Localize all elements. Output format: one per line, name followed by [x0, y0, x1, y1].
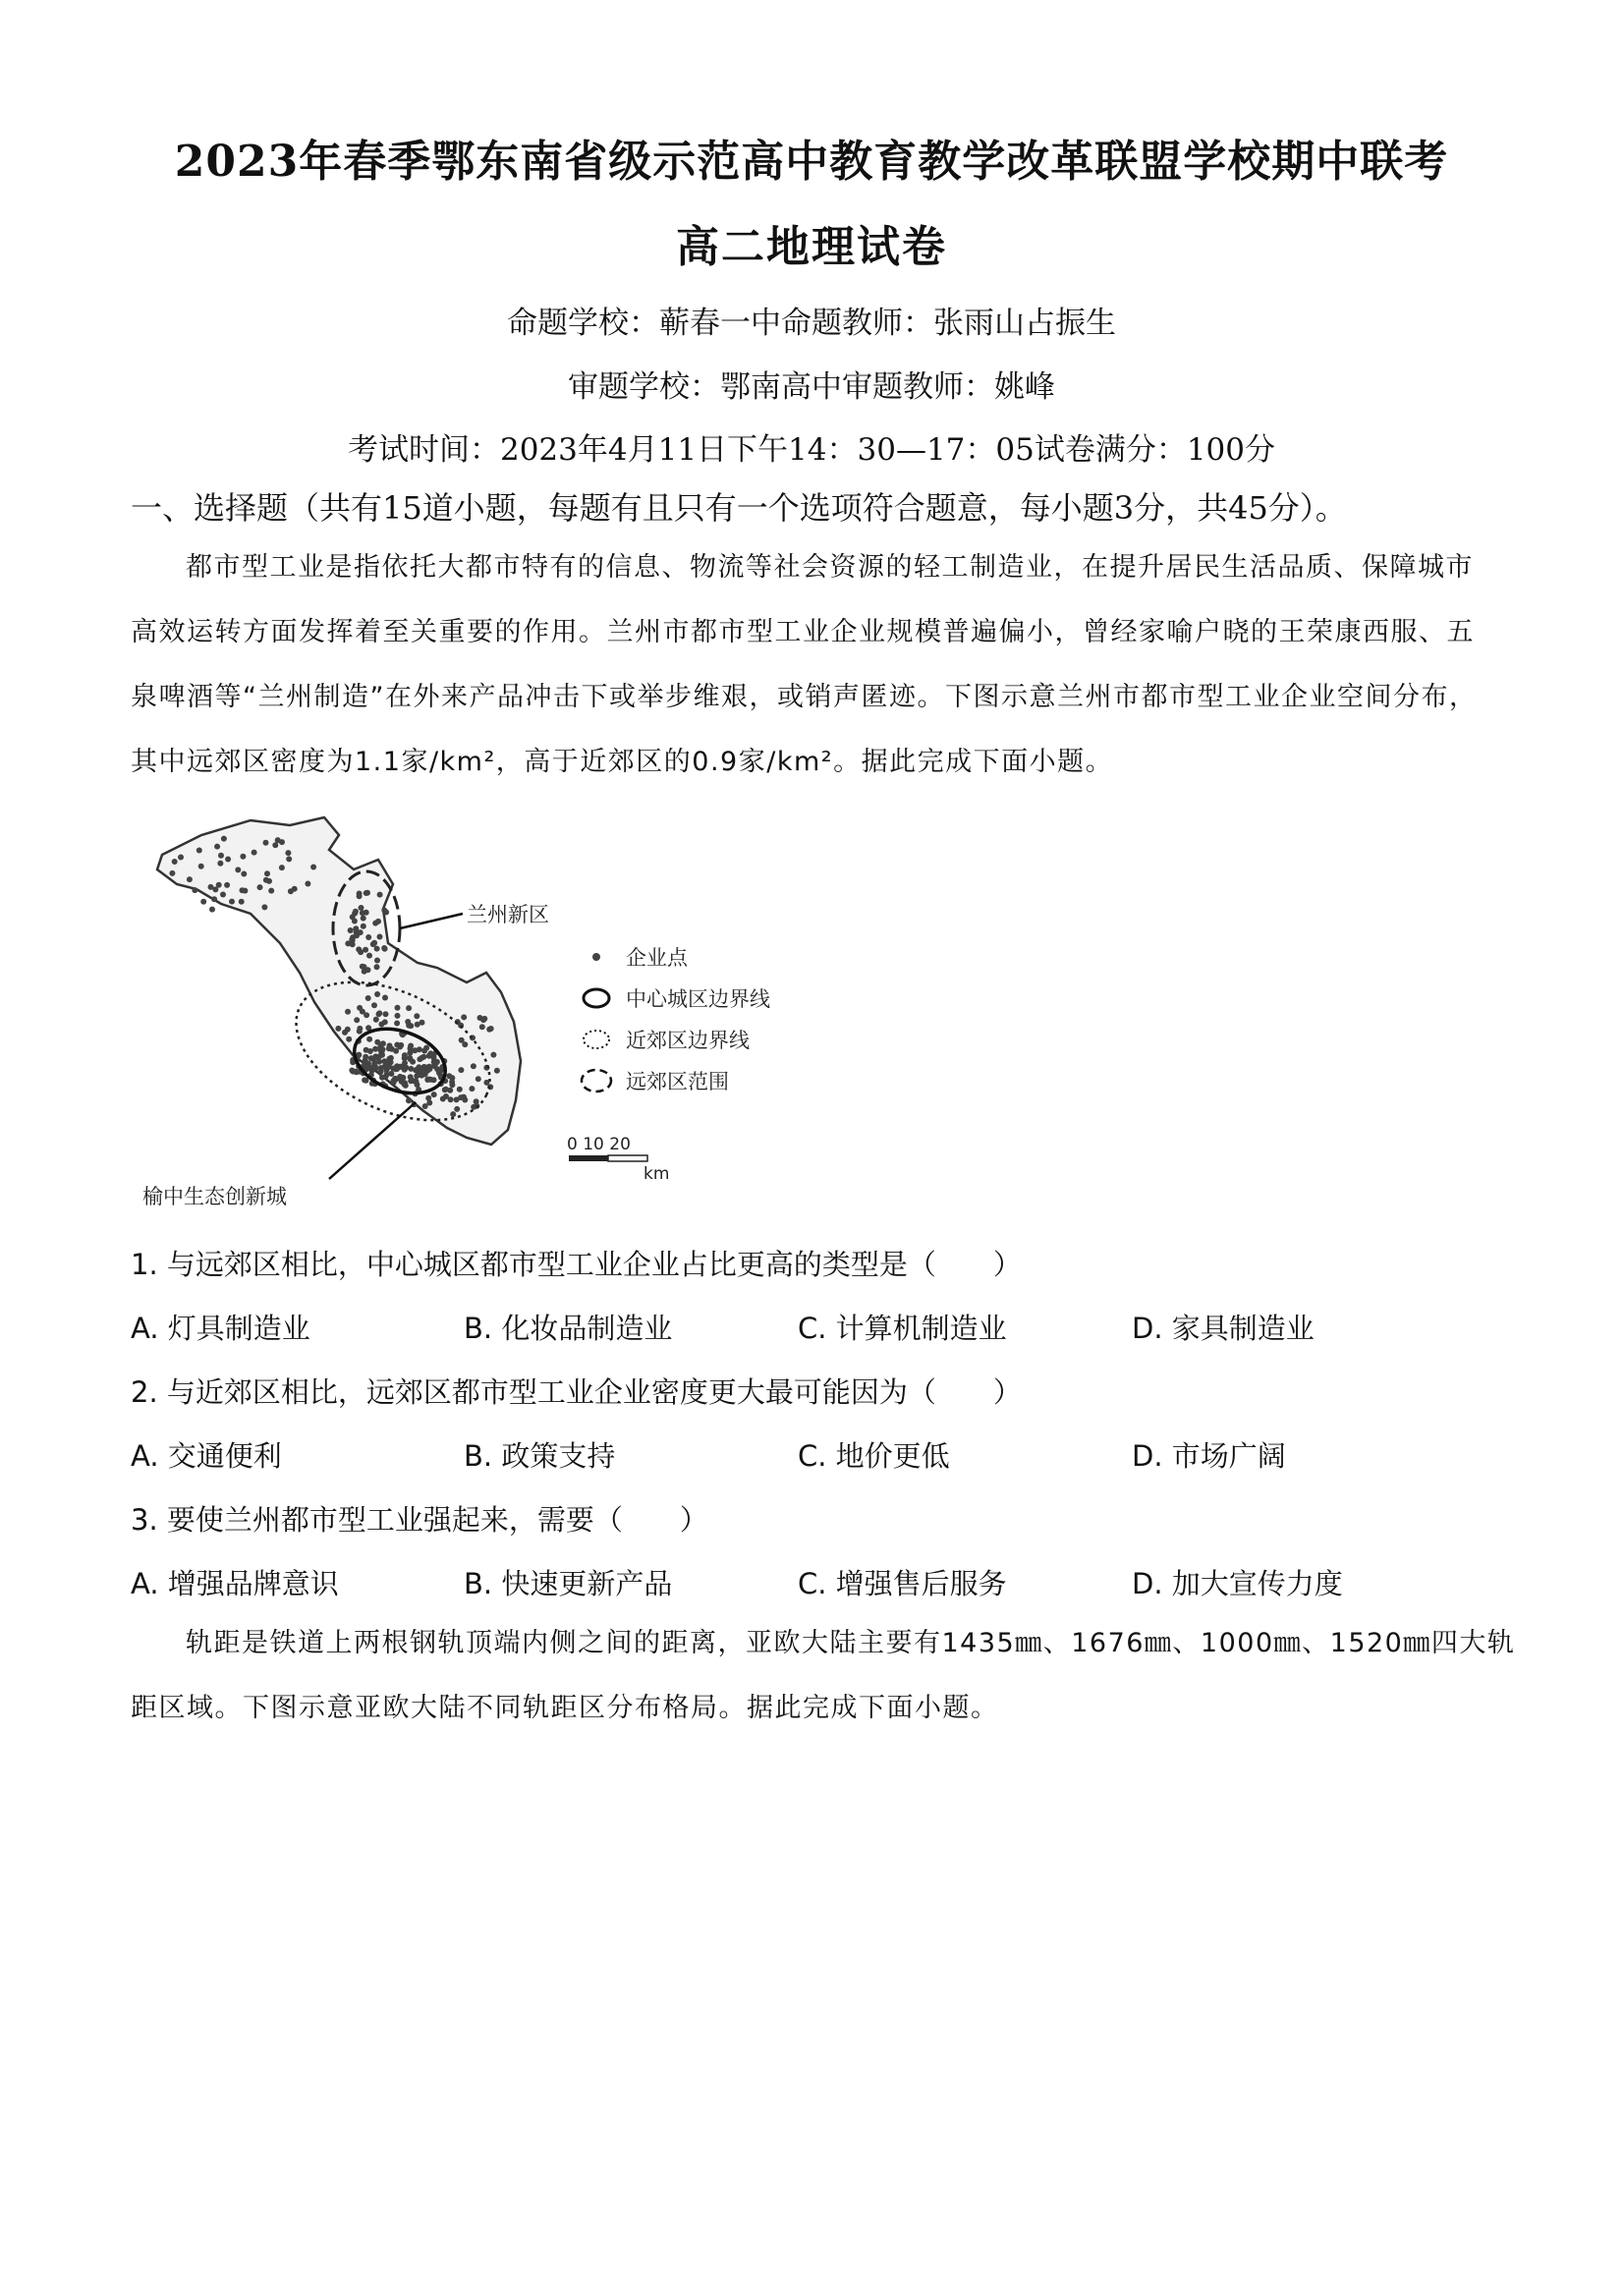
- enterprise-dot: [419, 1055, 424, 1061]
- enterprise-dot: [406, 1005, 412, 1011]
- enterprise-dot: [264, 870, 270, 876]
- enterprise-dot: [172, 859, 178, 865]
- enterprise-dot: [398, 1064, 404, 1070]
- map-legend: [582, 946, 770, 1093]
- enterprise-dot: [388, 1059, 394, 1065]
- enterprise-dot: [169, 870, 175, 876]
- enterprise-dot: [376, 1059, 382, 1065]
- question-1-option-b: B. 化妆品制造业: [464, 1312, 673, 1345]
- question-2-option-c: C. 地价更低: [798, 1439, 950, 1473]
- enterprise-dot: [414, 1067, 420, 1073]
- enterprise-dot: [449, 1082, 455, 1088]
- enterprise-dot: [365, 934, 371, 940]
- enterprise-dot: [383, 1011, 389, 1017]
- new-area-label: 兰州新区: [467, 903, 549, 926]
- passage-line: 轨距是铁道上两根钢轨顶端内侧之间的距离，亚欧大陆主要有1435㎜、1676㎜、1000㎜、1520㎜四大轨: [186, 1628, 1516, 1658]
- enterprise-dot: [372, 1053, 378, 1059]
- enterprise-dot: [395, 1013, 401, 1019]
- enterprise-dot: [345, 1009, 351, 1015]
- question-3-stem: 3. 要使兰州都市型工业强起来，需要（ ）: [131, 1503, 708, 1537]
- enterprise-dot: [393, 1048, 399, 1054]
- enterprise-dot: [421, 1069, 427, 1075]
- enterprise-dot: [391, 1080, 397, 1086]
- enterprise-dot: [357, 1005, 363, 1011]
- enterprise-dot: [350, 934, 356, 940]
- legend-near-boundary: 近郊区边界线: [626, 1029, 750, 1052]
- enterprise-dot: [382, 946, 388, 952]
- enterprise-dot: [454, 1106, 460, 1112]
- enterprise-dot: [229, 899, 235, 905]
- enterprise-dot: [458, 1067, 464, 1073]
- enterprise-dot: [469, 1086, 475, 1092]
- enterprise-dot: [376, 1010, 382, 1016]
- enterprise-dot: [220, 892, 226, 898]
- enterprise-dot: [494, 1068, 500, 1074]
- question-2-option-d: D. 市场广阔: [1132, 1439, 1286, 1473]
- legend-solid-ellipse-icon: [584, 989, 609, 1007]
- enterprise-dot: [292, 886, 298, 892]
- enterprise-dot: [374, 964, 380, 970]
- enterprise-dot: [218, 853, 224, 859]
- question-1-option-a: A. 灯具制造业: [131, 1312, 310, 1345]
- enterprise-dot: [406, 1097, 412, 1103]
- enterprise-dot: [490, 1052, 496, 1058]
- question-3-option-d: D. 加大宣传力度: [1132, 1567, 1343, 1600]
- enterprise-dot: [354, 1069, 360, 1075]
- enterprise-dot: [377, 892, 383, 898]
- enterprise-dot: [450, 1111, 456, 1117]
- enterprise-dot: [461, 1014, 467, 1020]
- enterprise-dot: [363, 1054, 368, 1060]
- enterprise-dot: [361, 924, 366, 929]
- enterprise-dot: [221, 836, 227, 842]
- enterprise-dot: [431, 1092, 437, 1097]
- enterprise-dot: [413, 1078, 419, 1084]
- lanzhou-enterprise-map: [142, 815, 791, 1218]
- enterprise-dot: [381, 1058, 387, 1064]
- enterprise-dot: [410, 1059, 416, 1065]
- enterprise-dot: [380, 1040, 386, 1046]
- question-2-option-a: A. 交通便利: [131, 1439, 282, 1473]
- enterprise-dot: [394, 1021, 400, 1027]
- exam-info-line: 考试时间：2023年4月11日下午14：30—17：05试卷满分：100分: [347, 432, 1275, 468]
- enterprise-dot: [263, 877, 269, 883]
- enterprise-dot: [420, 1020, 425, 1026]
- enterprise-dot: [240, 854, 246, 860]
- legend-dot-icon: [592, 953, 600, 961]
- passage-2: [131, 1611, 1516, 1741]
- enterprise-dot: [374, 991, 380, 997]
- enterprise-dot: [235, 867, 241, 872]
- enterprise-dot: [381, 908, 387, 914]
- enterprise-dot: [352, 919, 358, 924]
- passage-line: 泉啤酒等“兰州制造”在外来产品冲击下或举步维艰，或销声匿迹。下图示意兰州市都市型工业企业空间分布，: [131, 682, 1478, 712]
- enterprise-dot: [357, 891, 363, 897]
- enterprise-dot: [279, 839, 285, 845]
- enterprise-dot: [373, 1017, 379, 1023]
- enterprise-dot: [431, 1063, 437, 1069]
- enterprise-dot: [239, 899, 245, 905]
- enterprise-dot: [440, 1096, 446, 1102]
- enterprise-dot: [421, 1048, 427, 1054]
- enterprise-dot: [272, 842, 278, 848]
- enterprise-dot: [402, 1052, 408, 1058]
- scale-unit: km: [644, 1164, 670, 1184]
- enterprise-dot: [366, 953, 372, 959]
- enterprise-dot: [382, 995, 388, 1001]
- enterprise-dot: [382, 1063, 388, 1069]
- legend-dashed-ellipse-icon: [582, 1070, 611, 1092]
- enterprise-dot: [361, 916, 366, 922]
- enterprise-dot: [382, 1019, 388, 1025]
- enterprise-dot: [217, 861, 223, 867]
- enterprise-dot: [335, 1026, 341, 1032]
- enterprise-dot: [212, 886, 218, 892]
- enterprise-dot: [354, 1017, 360, 1023]
- enterprise-dot: [362, 969, 367, 975]
- enterprise-dot: [457, 1087, 463, 1092]
- enterprise-dot: [261, 904, 267, 910]
- enterprise-dot: [479, 1024, 485, 1030]
- enterprise-dot: [442, 1087, 448, 1092]
- enterprise-dot: [358, 929, 364, 935]
- scale-bar: [567, 1135, 669, 1184]
- enterprise-dot: [200, 899, 206, 905]
- enterprise-dot: [305, 881, 310, 887]
- enterprise-dot: [387, 1042, 393, 1048]
- question-2-stem: 2. 与近郊区相比，远郊区都市型工业企业密度更大最可能因为（ ）: [131, 1375, 1022, 1409]
- enterprise-dot: [224, 882, 230, 888]
- enterprise-dot: [377, 934, 383, 940]
- enterprise-dot: [374, 1039, 380, 1045]
- scale-numbers: 0 10 20: [567, 1135, 631, 1154]
- legend-enterprise: 企业点: [626, 946, 688, 970]
- enterprise-dot: [454, 1096, 460, 1102]
- legend-far-range: 远郊区范围: [626, 1070, 729, 1093]
- enterprise-dot: [373, 1065, 379, 1071]
- enterprise-dot: [346, 1036, 352, 1042]
- enterprise-dot: [241, 871, 247, 877]
- enterprise-dot: [372, 1046, 378, 1052]
- passage-line: 距区域。下图示意亚欧大陆不同轨距区分布格局。据此完成下面小题。: [131, 1693, 999, 1723]
- enterprise-dot: [365, 995, 371, 1001]
- question-3-option-c: C. 增强售后服务: [798, 1567, 1007, 1600]
- question-2-option-b: B. 政策支持: [464, 1439, 616, 1473]
- setter-line: 命题学校：蕲春一中命题教师：张雨山占振生: [507, 306, 1116, 341]
- enterprise-dot: [263, 840, 269, 846]
- enterprise-dot: [257, 884, 263, 890]
- legend-center-boundary: 中心城区边界线: [626, 987, 770, 1011]
- passage-line: 其中远郊区密度为1.1家/km²，高于近郊区的0.9家/km²。据此完成下面小题。: [131, 747, 1114, 777]
- enterprise-dot: [428, 1052, 434, 1058]
- enterprise-dot: [371, 1002, 377, 1008]
- exam-title: 2023年春季鄂东南省级示范高中教育教学改革联盟学校期中联考: [174, 137, 1449, 187]
- legend-dotted-ellipse-icon: [584, 1031, 609, 1048]
- enterprise-dot: [279, 865, 285, 870]
- enterprise-dot: [285, 850, 291, 856]
- enterprise-dot: [268, 888, 274, 894]
- enterprise-dot: [225, 857, 231, 863]
- question-3-option-b: B. 快速更新产品: [464, 1567, 673, 1600]
- enterprise-dot: [192, 887, 197, 893]
- passage-line: 都市型工业是指依托大都市特有的信息、物流等社会资源的轻工制造业，在提升居民生活品质、保障城市: [186, 552, 1474, 583]
- question-1-option-d: D. 家具制造业: [1132, 1312, 1315, 1345]
- section-title: 一、选择题（共有15道小题，每题有且只有一个选项符合题意，每小题3分，共45分）。: [131, 489, 1347, 527]
- enterprise-dot: [348, 927, 354, 933]
- enterprise-dot: [357, 1029, 363, 1035]
- enterprise-dot: [286, 856, 292, 862]
- enterprise-dot: [310, 865, 316, 870]
- enterprise-dot: [366, 1036, 372, 1042]
- enterprise-dot: [353, 909, 359, 915]
- enterprise-dot: [476, 1076, 481, 1082]
- enterprise-dot: [414, 1013, 420, 1019]
- yuzhong-label: 榆中生态创新城: [142, 1185, 287, 1208]
- enterprise-dot: [345, 940, 351, 946]
- enterprise-dot: [196, 848, 202, 854]
- enterprise-dot: [364, 1012, 369, 1018]
- question-1-stem: 1. 与远郊区相比，中心城区都市型工业企业占比更高的类型是（ ）: [131, 1248, 1022, 1281]
- enterprise-dot: [364, 910, 369, 916]
- enterprise-dot: [375, 919, 381, 924]
- enterprise-dot: [412, 1047, 418, 1053]
- enterprise-dot: [383, 1074, 389, 1080]
- enterprise-dot: [486, 1027, 492, 1033]
- enterprise-dot: [394, 1042, 400, 1048]
- enterprise-dot: [399, 1079, 405, 1085]
- passage-1: [131, 535, 1506, 795]
- question-1-option-c: C. 计算机制造业: [798, 1312, 1007, 1345]
- enterprise-dot: [477, 1015, 483, 1021]
- enterprise-dot: [359, 905, 364, 911]
- enterprise-dot: [358, 949, 364, 955]
- enterprise-dot: [408, 1023, 414, 1029]
- enterprise-dot: [448, 1096, 454, 1102]
- enterprise-dot: [211, 896, 217, 902]
- enterprise-dot: [395, 1005, 401, 1011]
- enterprise-dot: [425, 1077, 431, 1083]
- enterprise-dot: [388, 1071, 394, 1077]
- enterprise-dot: [214, 844, 220, 850]
- enterprise-dot: [364, 1047, 369, 1053]
- enterprise-dot: [198, 864, 204, 869]
- exam-subtitle: 高二地理试卷: [676, 222, 947, 272]
- enterprise-dot: [462, 1041, 468, 1047]
- passage-line: 高效运转方面发挥着至关重要的作用。兰州市都市型工业企业规模普遍偏小，曾经家喻户晓的王荣康西服、五: [131, 617, 1475, 647]
- enterprise-dot: [374, 958, 380, 964]
- enterprise-dot: [438, 1067, 444, 1073]
- enterprise-dot: [209, 907, 215, 913]
- enterprise-dot: [342, 1030, 348, 1036]
- enterprise-dot: [370, 941, 376, 947]
- enterprise-dot: [178, 855, 184, 861]
- reviewer-line: 审题学校：鄂南高中审题教师：姚峰: [568, 369, 1055, 405]
- enterprise-dot: [187, 876, 193, 882]
- enterprise-dot: [364, 890, 369, 896]
- question-3-option-a: A. 增强品牌意识: [131, 1567, 339, 1600]
- enterprise-dot: [240, 887, 246, 893]
- enterprise-dot: [446, 1073, 452, 1079]
- enterprise-dot: [252, 850, 257, 856]
- enterprise-dot: [426, 1100, 432, 1106]
- enterprise-dot: [471, 1063, 476, 1069]
